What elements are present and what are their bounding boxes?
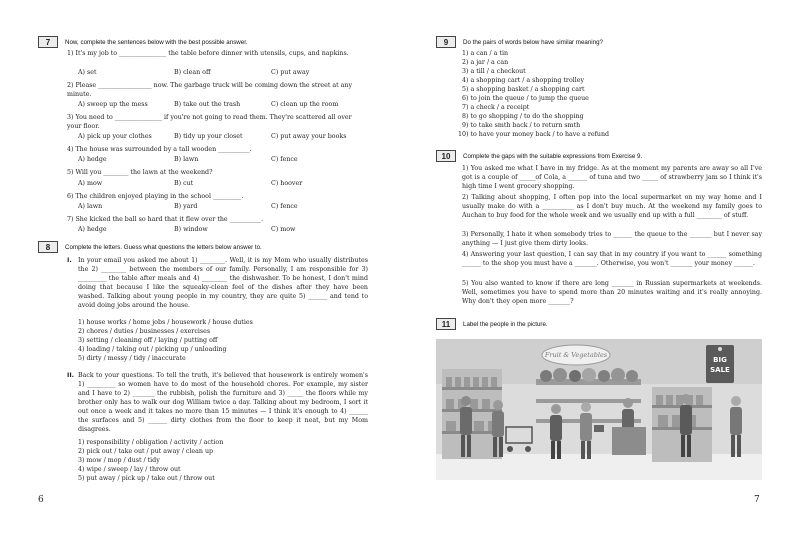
word-pair: 10) to have your money back / to have a refund: [458, 131, 610, 138]
page-number: 6: [38, 495, 44, 505]
letter-part-label: I.: [67, 257, 72, 264]
word-pair: 1) a can / a tin: [462, 50, 509, 57]
word-pair: 4) a shopping cart / a shopping trolley: [462, 77, 585, 84]
sale-sign-line1: BIG: [713, 356, 727, 364]
answer-option: C) put away your books: [271, 133, 347, 140]
word-option-line: 3) mow / mop / dust / tidy: [78, 457, 160, 464]
right-page: [400, 0, 800, 540]
answer-option: B) yard: [174, 203, 198, 210]
word-pair: 5) a shopping basket / a shopping cart: [462, 86, 585, 93]
answer-option: C) fence: [271, 203, 298, 210]
word-option-line: 5) put away / pick up / take out / throw out: [78, 475, 215, 482]
fruit-vegetables-sign: [542, 345, 610, 365]
exercise-11-header: [436, 318, 548, 330]
word-option-line: 2) pick out / take out / put away / clean up: [78, 448, 214, 455]
question-text: 4) The house was surrounded by a tall wooden __________.: [67, 146, 252, 153]
exercise-instructions: Do the pairs of words below have similar meaning?: [463, 38, 603, 46]
answer-option: C) fence: [271, 156, 298, 163]
answer-option: B) tidy up your closet: [174, 133, 243, 140]
exercise-8-header: [38, 241, 262, 253]
word-option-line: 2) chores / duties / businesses / exercises: [78, 328, 211, 335]
supermarket-illustration: [436, 339, 762, 480]
answer-option: B) take out the trash: [174, 101, 241, 108]
answer-option: B) clean off: [174, 69, 211, 76]
exercise-number-box: 11: [436, 318, 456, 330]
answer-option: C) put away: [271, 69, 310, 76]
answer-option: A) pick up your clothes: [78, 133, 152, 140]
gap-fill-item: 3) Personally, I hate it when somebody tries to ______ the queue to the _______ but I never say anything — I just give them dirty looks.: [462, 231, 762, 247]
question-text: 5) Will you ________ the lawn at the weekend?: [67, 169, 213, 176]
exercise-number-box: 8: [38, 241, 58, 253]
exercise-instructions: Now, complete the sentences below with the best possible answer.: [65, 38, 248, 46]
answer-option: C) clean up the room: [271, 101, 339, 108]
gap-fill-item: 1) You asked me what I have in my fridge. As at the moment my parents are away so all I've got is a couple of _____of Cola, a ______ of tuna and two _____ of strawberry jam so I think it's high time I went grocery shopping.: [462, 165, 762, 190]
exercise-10-header: [436, 150, 642, 162]
question-text: 6) The children enjoyed playing in the school _________.: [67, 193, 244, 200]
supermarket-scene: [436, 339, 762, 480]
word-option-line: 3) setting / cleaning off / laying / putting off: [78, 337, 218, 344]
word-option-line: 1) responsibility / obligation / activity / action: [78, 439, 224, 446]
exercise-instructions: Complete the letters. Guess what questions the letters below answer to.: [65, 243, 262, 251]
question-text: 2) Please _________________ now. The garbage truck will be coming down the street at any minute.: [67, 82, 353, 98]
word-option-line: 4) wipe / sweep / lay / throw out: [78, 466, 181, 473]
answer-option: B) cut: [174, 180, 194, 187]
gap-fill-item: 2) Talking about shopping, I often pop into the local supermarket on my way home and I usually make do with a __________ as I don't buy much. At the weekend my family goes to Auchan to buy food for the whole week and we usually end up with a full ________ of stuff.: [462, 194, 762, 219]
exercise-number-box: 9: [436, 36, 456, 48]
word-pair: 2) a jar / a can: [462, 59, 509, 66]
big-sale-sign: [706, 345, 734, 383]
letter-text: Back to your questions. To tell the truth, it's believed that housework is entirely women's 1) _________ so women have to do most of the household chores. For example, my sister and I have to 2) _______ the rubbish, polish the furniture and 3) _____ the floors while my brother only has to walk our dog William twice a day. Talking about my bedroom, I sort it out once a week and it takes no more than 15 minutes — I think it's enough to 4) ______ the surfaces and 5) ______ dirty clothes from the floor to keep it neat, but my Mom disagrees.: [78, 372, 368, 433]
word-option-line: 4) loading / taking out / picking up / unloading: [78, 346, 227, 353]
answer-option: C) hoover: [271, 180, 303, 187]
answer-option: B) window: [174, 226, 208, 233]
answer-option: C) mow: [271, 226, 296, 233]
question-text: 1) It's my job to _______________ the table before dinner with utensils, cups, and napkins.: [67, 50, 349, 57]
gap-fill-item: 4) Answering your last question, I can say that in my country if you want to ______ something ______ to the shop you must have a _______. Otherwise, you won't _______ your money ______.: [462, 251, 762, 267]
exercise-instructions: Complete the gaps with the suitable expressions from Exercise 9.: [463, 152, 643, 160]
letter-part-label: II.: [67, 372, 75, 379]
answer-option: A) hedge: [78, 156, 107, 163]
page-number: 7: [754, 495, 760, 505]
answer-option: A) set: [78, 69, 97, 76]
exercise-7-header: [38, 36, 248, 48]
answer-option: A) lawn: [78, 203, 103, 210]
exercise-number-box: 7: [38, 36, 58, 48]
answer-option: B) lawn: [174, 156, 199, 163]
answer-option: A) mow: [78, 180, 103, 187]
word-pair: 3) a till / a checkout: [462, 68, 526, 75]
exercise-9-header: [436, 36, 603, 48]
letter-text: In your email you asked me about 1) ________. Well, it is my Mom who usually distributes the 2) ________ between the members of our family. Personally, I am responsible for 3) _________ the table after meals and 4) ________ the dishwasher. To be honest, I don't mind doing that because I like the squeaky-clean feel of the dishes after they have been washed. Talking about young people in my country, they are quite 5) ______ and tend to avoid doing jobs around the house.: [78, 257, 368, 309]
fruit-sign-text: Fruit & Vegetables: [544, 351, 608, 359]
gap-fill-item: 5) You also wanted to know if there are long _______ in Russian supermarkets at weekends. Well, sometimes you have to spend more than 20 minutes waiting and it's really annoying. Why don't they open more _______?: [462, 280, 762, 305]
question-text: 3) You need to _______________ if you're not going to read them. They're scattered all over your floor.: [67, 114, 352, 130]
exercise-instructions: Label the people in the picture.: [463, 320, 548, 328]
question-text: 7) She kicked the ball so hard that it flew over the __________.: [67, 216, 264, 223]
exercise-number-box: 10: [436, 150, 456, 162]
sale-sign-line2: SALE: [710, 366, 730, 374]
word-pair: 7) a check / a receipt: [462, 104, 530, 111]
word-pair: 6) to join the queue / to jump the queue: [462, 95, 589, 102]
word-option-line: 1) house works / home jobs / housework / house duties: [78, 319, 253, 326]
word-pair: 8) to go shopping / to do the shopping: [462, 113, 584, 120]
answer-option: A) hedge: [78, 226, 107, 233]
word-pair: 9) to take smth back / to return smth: [462, 122, 581, 129]
word-option-line: 5) dirty / messy / tidy / inaccurate: [78, 355, 186, 362]
answer-option: A) sweep up the mess: [78, 101, 148, 108]
